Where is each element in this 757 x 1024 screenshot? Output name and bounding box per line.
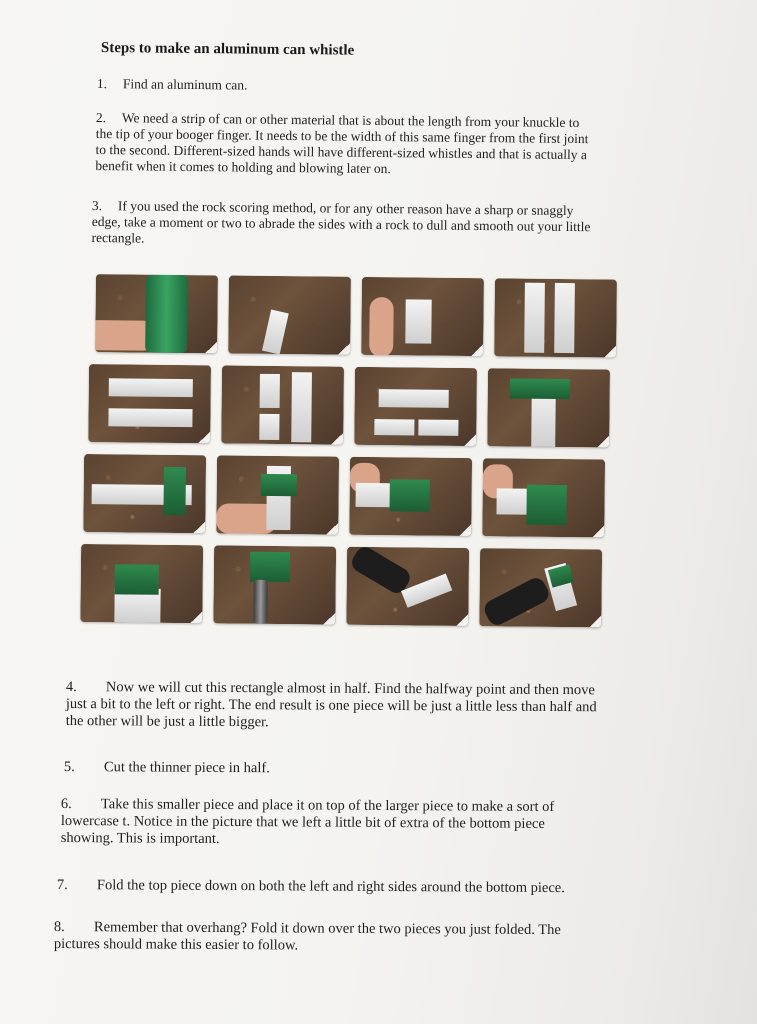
step-text: Fold the top piece down on both the left and right sides around the bottom piece. [96,877,565,897]
step-text: Find an aluminum can. [122,76,248,93]
step-number: 4. [65,679,77,696]
step-4 [66,679,597,733]
photo-three-pieces [354,367,477,446]
page-title: Steps to make an aluminum can whistle [100,40,355,59]
photo-single-strip [228,276,351,355]
photo-tool-and-piece [213,545,336,624]
step-number: 6. [60,796,72,813]
step-text: If you used the rock scoring method, or for any other reason have a sharp or snaggly [117,198,574,219]
step-number: 5. [63,759,75,776]
step-text: Remember that overhang? Fold it down over the two pieces you just folded. The [93,919,561,939]
step-number: 1. [96,76,108,92]
step-6 [61,796,555,850]
step-text: We need a strip of can or other material that is about the length from your knuckle to [121,110,580,131]
step-number: 3. [91,198,103,214]
step-line: pictures should make this easier to follow. [53,935,299,954]
step-text: Take this smaller piece and place it on top of the larger piece to make a sort of [100,796,555,816]
step-text: Now we will cut this rectangle almost in half. Find the halfway point and then move [105,679,595,699]
photo-t-shape-in-hand [216,455,339,534]
step-line: just a bit to the left or right. The end result is one piece will be just a little less than half and [65,695,597,716]
step-number: 2. [95,110,107,126]
photo-folded-piece-in-hand [482,458,605,537]
photo-t-shape [83,454,206,533]
photo-two-strips [494,278,617,357]
photo-knife-and-piece [346,547,469,626]
step-line: rectangle. [91,229,145,246]
step-7 [57,877,565,897]
step-number: 8. [53,919,65,936]
step-line: lowercase t. Notice in the picture that we left a little bit of extra of the bottom piece [60,812,545,832]
step-8 [54,919,561,956]
step-line: the other will be just a little bigger. [65,712,269,731]
step-text: Cut the thinner piece in half. [103,759,270,777]
photo-knife-finished [479,548,602,627]
photo-folded-overhang [80,544,203,623]
photo-green-piece-on-strip [487,368,610,447]
step-line: the tip of your booger finger. It needs to be the width of this same finger from the first joint [95,125,589,147]
step-2 [95,110,588,179]
photo-cut-pieces [221,365,344,444]
step-line: showing. This is important. [60,829,220,847]
step-line: benefit when it comes to holding and blowing later on. [95,157,391,177]
step-line: edge, take a moment or two to abrade the sides with a rock to dull and smooth out your little [91,213,591,235]
step-1 [97,76,248,94]
photo-grid [80,272,629,646]
photo-two-strips-horizontal [88,364,211,443]
step-3 [91,198,590,251]
photo-can-held-in-hand [95,274,218,353]
step-line: to the second. Different-sized hands will have different-sized whistles and that is actually a [95,141,587,163]
photo-strip-next-to-finger [361,277,484,356]
photo-folded-in-hand [349,457,472,536]
step-5 [64,759,270,777]
step-number: 7. [56,877,68,894]
